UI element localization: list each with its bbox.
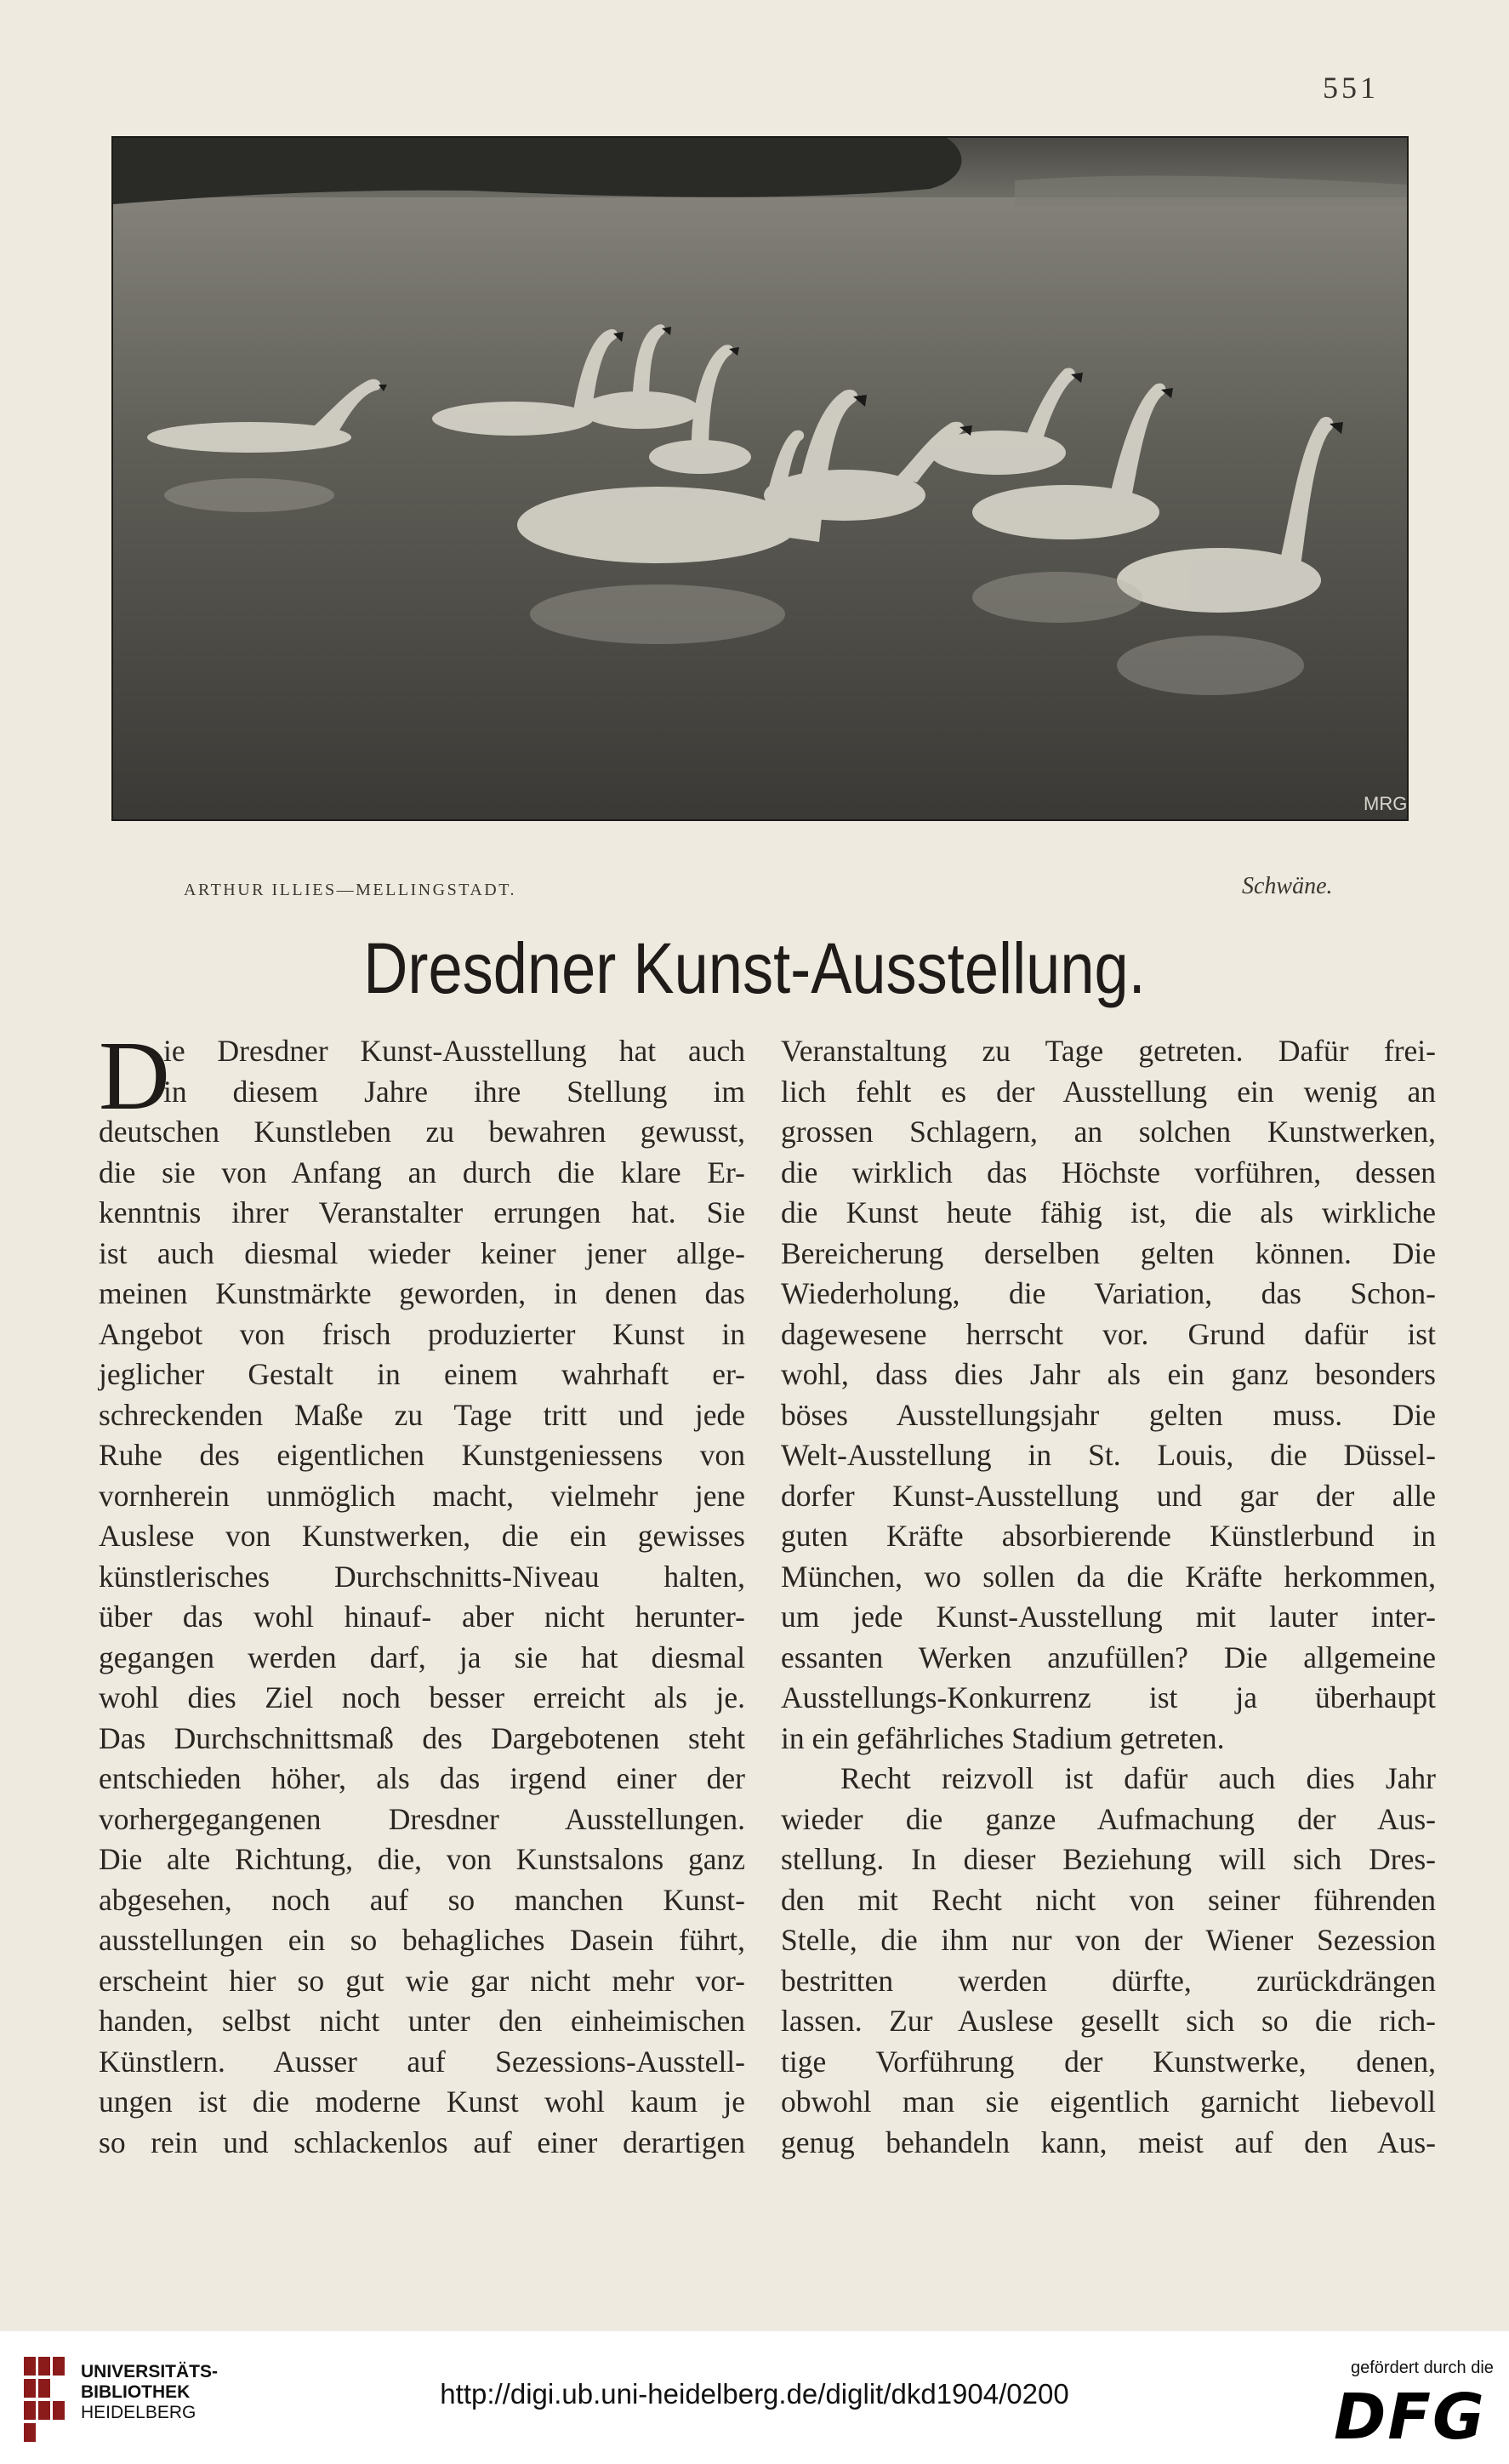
text-line: ungen ist die moderne Kunst wohl kaum je — [99, 2085, 745, 2119]
text-line: entschieden höher, als das irgend einer der — [99, 1761, 745, 1795]
text-line: ist auch diesmal wieder keiner jener allge- — [99, 1235, 745, 1270]
text-line: wohl dies Ziel noch besser erreicht als je. — [99, 1680, 745, 1714]
dropcap: D — [99, 1022, 170, 1131]
text-line: tige Vorführung der Kunstwerke, denen, — [781, 2044, 1436, 2079]
text-line: meinen Kunstmärkte geworden, in denen das — [99, 1276, 745, 1310]
text-line: erscheint hier so gut wie gar nicht mehr vor- — [99, 1963, 745, 1998]
text-line: vornherein unmöglich macht, vielmehr jene — [99, 1478, 745, 1513]
text-line: Das Durchschnittsmaß des Dargebotenen steht — [99, 1720, 745, 1755]
source-url-link[interactable]: http://digi.ub.uni-heidelberg.de/diglit/dkd1904/0200 — [440, 2378, 1069, 2410]
swans-photograph — [111, 136, 1409, 821]
text-line: lassen. Zur Auslese gesellt sich so die rich- — [781, 2004, 1436, 2038]
text-line: so rein und schlackenlos auf einer derartigen — [99, 2125, 745, 2159]
text-line: den mit Recht nicht von seiner führenden — [781, 1882, 1436, 1917]
funded-by-label: gefördert durch die — [1351, 2358, 1494, 2377]
text-line: Künstlern. Ausser auf Sezessions-Ausstell- — [99, 2044, 745, 2079]
page-number: 551 — [1323, 71, 1379, 105]
photo-monogram: MRG — [1364, 793, 1407, 814]
text-line: genug behandeln kann, meist auf den Aus- — [781, 2125, 1436, 2159]
text-line: die sie von Anfang an durch die klare Er- — [99, 1155, 745, 1189]
text-line: über das wohl hinauf- aber nicht herunter- — [99, 1600, 745, 1634]
text-line: abgesehen, noch auf so manchen Kunst- — [99, 1882, 745, 1917]
library-line: BIBLIOTHEK — [81, 2382, 191, 2402]
article-left-column — [99, 1022, 745, 2163]
text-line: kenntnis ihrer Veranstalter errungen hat. Sie — [99, 1195, 745, 1229]
text-line: die Kunst heute fähig ist, die als wirkliche — [781, 1195, 1436, 1229]
text-line: künstlerisches Durchschnitts-Niveau halten, — [99, 1559, 745, 1594]
text-line: ausstellungen ein so behagliches Dasein führt, — [99, 1923, 745, 1957]
text-line: Ausstellungs-Konkurrenz ist ja überhaupt — [781, 1680, 1436, 1714]
text-line: dorfer Kunst-Ausstellung und gar der alle — [781, 1478, 1436, 1513]
text-line: um jede Kunst-Ausstellung mit lauter inter- — [781, 1600, 1436, 1634]
text-line: jeglicher Gestalt in einem wahrhaft er- — [99, 1357, 745, 1391]
text-line: vorhergegangenen Dresdner Ausstellungen. — [99, 1801, 745, 1836]
figure-credit: ARTHUR ILLIES—MELLINGSTADT. — [184, 881, 516, 899]
text-line: in diesem Jahre ihre Stellung im — [163, 1074, 745, 1109]
text-line: wohl, dass dies Jahr als ein ganz besonders — [781, 1357, 1436, 1391]
text-line: dagewesene herrscht vor. Grund dafür ist — [781, 1316, 1436, 1351]
text-line: Veranstaltung zu Tage getreten. Dafür frei- — [781, 1034, 1436, 1068]
text-line: obwohl man sie eigentlich garnicht liebevoll — [781, 2085, 1436, 2119]
text-line: bestritten werden dürfte, zurückdrängen — [781, 1963, 1436, 1998]
dfg-logo: DFG — [1334, 2381, 1486, 2454]
text-line: stellung. In dieser Beziehung will sich Dres- — [781, 1842, 1436, 1876]
text-line: Angebot von frisch produzierter Kunst in — [99, 1316, 745, 1351]
text-line: Wiederholung, die Variation, das Schon- — [781, 1276, 1436, 1310]
text-line: Auslese von Kunstwerken, die ein gewisses — [99, 1519, 745, 1553]
text-line: Recht reizvoll ist dafür auch dies Jahr — [840, 1761, 1436, 1795]
text-line: wieder die ganze Aufmachung der Aus- — [781, 1801, 1436, 1836]
article-right-column — [781, 1031, 1436, 2163]
text-line: Ruhe des eigentlichen Kunstgeniessens von — [99, 1438, 745, 1472]
text-line: Welt-Ausstellung in St. Louis, die Düssel- — [781, 1438, 1436, 1472]
article-headline: Dresdner Kunst-Ausstellung. — [363, 928, 1146, 1008]
text-line: lich fehlt es der Ausstellung ein wenig an — [781, 1074, 1436, 1109]
text-line: in ein gefährliches Stadium getreten. — [781, 1720, 1225, 1755]
text-line: Stelle, die ihm nur von der Wiener Sezession — [781, 1923, 1436, 1957]
text-line: Die alte Richtung, die, von Kunstsalons ganz — [99, 1842, 745, 1876]
text-line: Bereicherung derselben gelten können. Die — [781, 1235, 1436, 1270]
text-line: böses Ausstellungsjahr gelten muss. Die — [781, 1397, 1436, 1432]
text-line: deutschen Kunstleben zu bewahren gewusst, — [99, 1115, 745, 1149]
figure-caption: Schwäne. — [1242, 873, 1333, 899]
library-line: UNIVERSITÄTS- — [81, 2362, 219, 2381]
text-line: schreckenden Maße zu Tage tritt und jede — [99, 1397, 745, 1432]
library-line: HEIDELBERG — [81, 2403, 196, 2422]
text-line: essanten Werken anzufüllen? Die allgemeine — [781, 1640, 1436, 1674]
text-line: handen, selbst nicht unter den einheimischen — [99, 2004, 745, 2038]
digitization-footer — [0, 2331, 1509, 2464]
text-line: gegangen werden darf, ja sie hat diesmal — [99, 1640, 745, 1674]
text-line: München, wo sollen da die Kräfte herkommen, — [781, 1559, 1436, 1594]
text-line: die wirklich das Höchste vorführen, dessen — [781, 1155, 1436, 1189]
text-line: ie Dresdner Kunst-Ausstellung hat auch — [163, 1034, 745, 1068]
text-line: guten Kräfte absorbierende Künstlerbund in — [781, 1519, 1436, 1553]
text-line: grossen Schlagern, an solchen Kunstwerken, — [781, 1115, 1436, 1149]
